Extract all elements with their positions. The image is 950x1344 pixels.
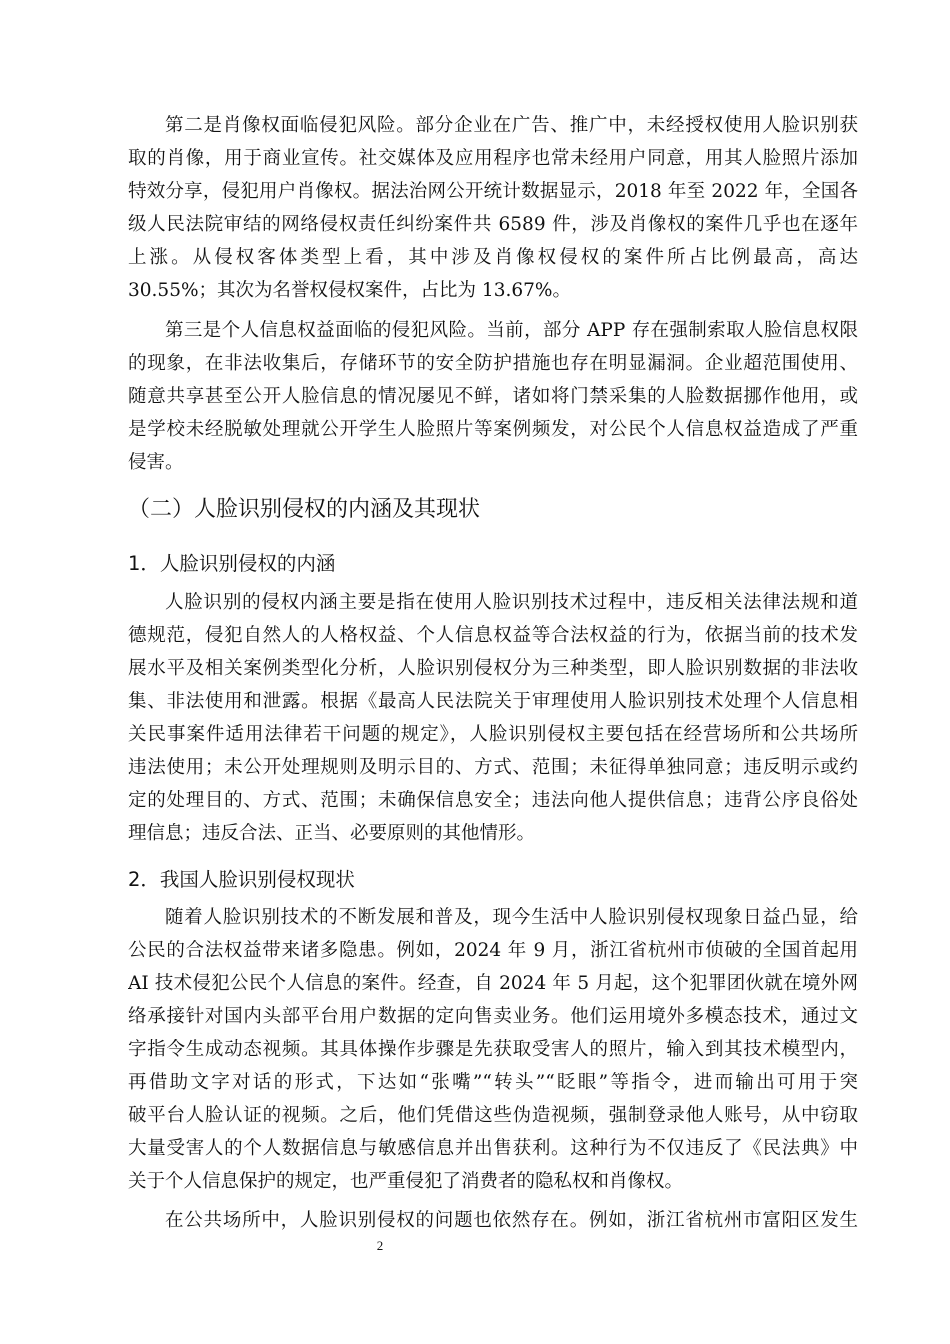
text-line: 级人民法院审结的网络侵权责任纠纷案件共 6589 件，涉及肖像权的案件几乎也在逐年: [128, 214, 858, 235]
text-line: 侵害。: [128, 452, 184, 473]
text-line: 30.55%；其次为名誉权侵权案件，占比为 13.67%。: [128, 280, 571, 301]
text-line: AI 技术侵犯公民个人信息的案件。经查，自 2024 年 5 月起，这个犯罪团伙就在境外网: [128, 973, 858, 994]
subsection-heading: 1．人脸识别侵权的内涵: [128, 552, 336, 575]
text-line: 集、非法使用和泄露。根据《最高人民法院关于审理使用人脸识别技术处理个人信息相: [128, 691, 858, 712]
text-line: 关于个人信息保护的规定，也严重侵犯了消费者的隐私权和肖像权。: [128, 1171, 684, 1192]
text-line: 关民事案件适用法律若干问题的规定》，人脸识别侵权主要包括在经营场所和公共场所: [128, 724, 858, 745]
text-line: 第三是个人信息权益面临的侵犯风险。当前，部分 APP 存在强制索取人脸信息权限: [165, 320, 858, 341]
section-heading: （二）人脸识别侵权的内涵及其现状: [128, 497, 481, 522]
text-line: 络承接针对国内头部平台用户数据的定向售卖业务。他们运用境外多模态技术，通过文: [128, 1006, 858, 1027]
text-line: 再借助文字对话的形式，下达如“张嘴”“转头”“眨眼”等指令，进而输出可用于突: [128, 1072, 858, 1093]
text-line: 公民的合法权益带来诸多隐患。例如，2024 年 9 月，浙江省杭州市侦破的全国首起用: [128, 940, 858, 961]
text-line: 的现象，在非法收集后，存储环节的安全防护措施也存在明显漏洞。企业超范围使用、: [128, 353, 858, 374]
text-line: 字指令生成动态视频。其具体操作步骤是先获取受害人的照片，输入到其技术模型内，: [128, 1039, 858, 1060]
text-line: 大量受害人的个人数据信息与敏感信息并出售获利。这种行为不仅违反了《民法典》中: [128, 1138, 858, 1159]
text-line: 违法使用；未公开处理规则及明示目的、方式、范围；未征得单独同意；违反明示或约: [128, 757, 858, 778]
text-line: 人脸识别的侵权内涵主要是指在使用人脸识别技术过程中，违反相关法律法规和道: [165, 592, 858, 613]
text-line: 随着人脸识别技术的不断发展和普及，现今生活中人脸识别侵权现象日益凸显，给: [165, 907, 858, 928]
subsection-heading: 2．我国人脸识别侵权现状: [128, 868, 355, 891]
text-line: 破平台人脸认证的视频。之后，他们凭借这些伪造视频，强制登录他人账号，从中窃取: [128, 1105, 858, 1126]
text-line: 是学校未经脱敏处理就公开学生人脸照片等案例频发，对公民个人信息权益造成了严重: [128, 419, 858, 440]
text-line: 理信息；违反合法、正当、必要原则的其他情形。: [128, 823, 536, 844]
text-line: 展水平及相关案例类型化分析，人脸识别侵权分为三种类型，即人脸识别数据的非法收: [128, 658, 858, 679]
text-line: 第二是肖像权面临侵犯风险。部分企业在广告、推广中，未经授权使用人脸识别获: [165, 115, 858, 136]
text-line: 取的肖像，用于商业宣传。社交媒体及应用程序也常未经用户同意，用其人脸照片添加: [128, 148, 858, 169]
text-line: 在公共场所中，人脸识别侵权的问题也依然存在。例如，浙江省杭州市富阳区发生: [165, 1210, 858, 1231]
text-line: 上涨。从侵权客体类型上看，其中涉及肖像权侵权的案件所占比例最高，高达: [128, 247, 858, 268]
text-line: 特效分享，侵犯用户肖像权。据法治网公开统计数据显示，2018 年至 2022 年，全国各: [128, 181, 858, 202]
text-line: 德规范，侵犯自然人的人格权益、个人信息权益等合法权益的行为，依据当前的技术发: [128, 625, 858, 646]
text-line: 定的处理目的、方式、范围；未确保信息安全；违法向他人提供信息；违背公序良俗处: [128, 790, 858, 811]
page-number: 2: [376, 1238, 384, 1253]
text-line: 随意共享甚至公开人脸信息的情况屡见不鲜，诸如将门禁采集的人脸数据挪作他用，或: [128, 386, 858, 407]
